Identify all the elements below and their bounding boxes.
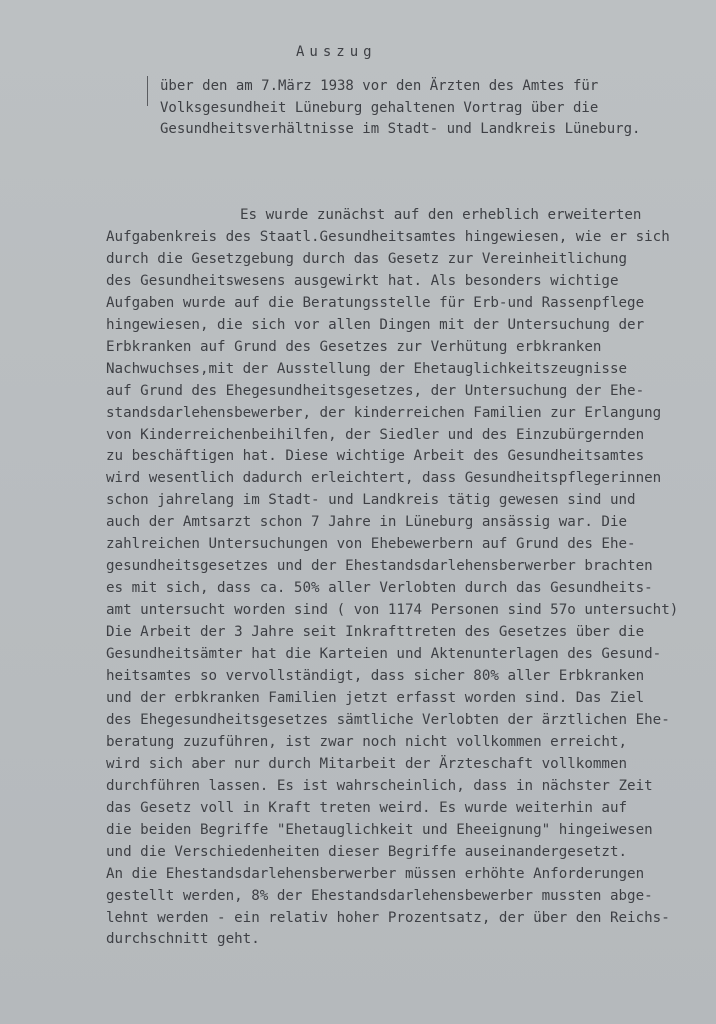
- body-line: Die Arbeit der 3 Jahre seit Inkrafttreten des Gesetzes über die: [106, 624, 645, 641]
- body-line: gestellt werden, 8% der Ehestandsdarlehensbewerber mussten abge-: [106, 887, 653, 904]
- body-line: standsdarlehensbewerber, der kinderreichen Familien zur Erlangung: [106, 404, 662, 421]
- body-line: hingewiesen, die sich vor allen Dingen mit der Untersuchung der: [106, 316, 645, 333]
- body-line: auch der Amtsarzt schon 7 Jahre in Lüneburg ansässig war. Die: [106, 514, 628, 531]
- subject-line: über den am 7.März 1938 vor den Ärzten des Amtes für: [160, 78, 599, 94]
- body-line: durchschnitt geht.: [106, 931, 260, 948]
- body-line: An die Ehestandsdarlehensberwerber müssen erhöhte Anforderungen: [106, 865, 645, 882]
- body-line: es mit sich, dass ca. 50% aller Verlobten durch das Gesundheits-: [106, 580, 653, 597]
- body-line: Aufgaben wurde auf die Beratungsstelle für Erb-und Rassenpflege: [106, 294, 645, 311]
- document-subject: [160, 76, 710, 141]
- body-line: des Ehegesundheitsgesetzes sämtliche Verlobten der ärztlichen Ehe-: [106, 711, 670, 728]
- document-title: Auszug: [296, 44, 377, 60]
- subject-line: Gesundheitsverhältnisse im Stadt- und Landkreis Lüneburg.: [160, 121, 641, 138]
- body-line: auf Grund des Ehegesundheitsgesetzes, der Untersuchung der Ehe-: [106, 382, 645, 399]
- body-line: und der erbkranken Familien jetzt erfasst worden sind. Das Ziel: [106, 689, 645, 706]
- body-line: heitsamtes so vervollständigt, dass sicher 80% aller Erbkranken: [106, 668, 645, 685]
- body-line: zahlreichen Untersuchungen von Ehebewerbern auf Grund des Ehe-: [106, 536, 636, 553]
- body-line: Es wurde zunächst auf den erheblich erweiterten: [240, 207, 642, 223]
- body-line: Aufgabenkreis des Staatl.Gesundheitsamtes hingewiesen, wie er sich: [106, 228, 670, 245]
- body-line: und die Verschiedenheiten dieser Begriffe auseinandergesetzt.: [106, 843, 628, 860]
- body-line: Erbkranken auf Grund des Gesetzes zur Verhütung erbkranken: [106, 338, 602, 355]
- body-line: wird sich aber nur durch Mitarbeit der Ärzteschaft vollkommen: [106, 755, 628, 772]
- subject-line: Volksgesundheit Lüneburg gehaltenen Vortrag über die: [160, 99, 599, 116]
- margin-mark: [147, 76, 148, 106]
- body-line: das Gesetz voll in Kraft treten weird. Es wurde weiterhin auf: [106, 799, 628, 816]
- body-line: beratung zuzuführen, ist zwar noch nicht vollkommen erreicht,: [106, 733, 628, 750]
- body-line: gesundheitsgesetzes und der Ehestandsdarlehensberwerber brachten: [106, 558, 653, 575]
- body-line: durchführen lassen. Es ist wahrscheinlich, dass in nächster Zeit: [106, 777, 653, 794]
- body-line: die beiden Begriffe "Ehetauglichkeit und Eheeignung" hingeiwesen: [106, 821, 653, 838]
- body-line: lehnt werden - ein relativ hoher Prozentsatz, der über den Reichs-: [106, 909, 670, 926]
- body-line: zu beschäftigen hat. Diese wichtige Arbeit des Gesundheitsamtes: [106, 448, 645, 465]
- body-line: wird wesentlich dadurch erleichtert, dass Gesundheitspflegerinnen: [106, 470, 662, 487]
- body-line: durch die Gesetzgebung durch das Gesetz zur Vereinheitlichung: [106, 250, 628, 267]
- body-line: von Kinderreichenbeihilfen, der Siedler und des Einzubürgernden: [106, 426, 645, 443]
- body-line: amt untersucht worden sind ( von 1174 Personen sind 57o untersucht): [106, 602, 679, 619]
- body-line: des Gesundheitswesens ausgewirkt hat. Als besonders wichtige: [106, 272, 619, 289]
- body-text: [106, 205, 712, 951]
- body-line: Nachwuchses,mit der Ausstellung der Ehetauglichkeitszeugnisse: [106, 360, 628, 377]
- body-line: schon jahrelang im Stadt- und Landkreis tätig gewesen sind und: [106, 492, 636, 509]
- body-line: Gesundheitsämter hat die Karteien und Aktenunterlagen des Gesund-: [106, 646, 662, 663]
